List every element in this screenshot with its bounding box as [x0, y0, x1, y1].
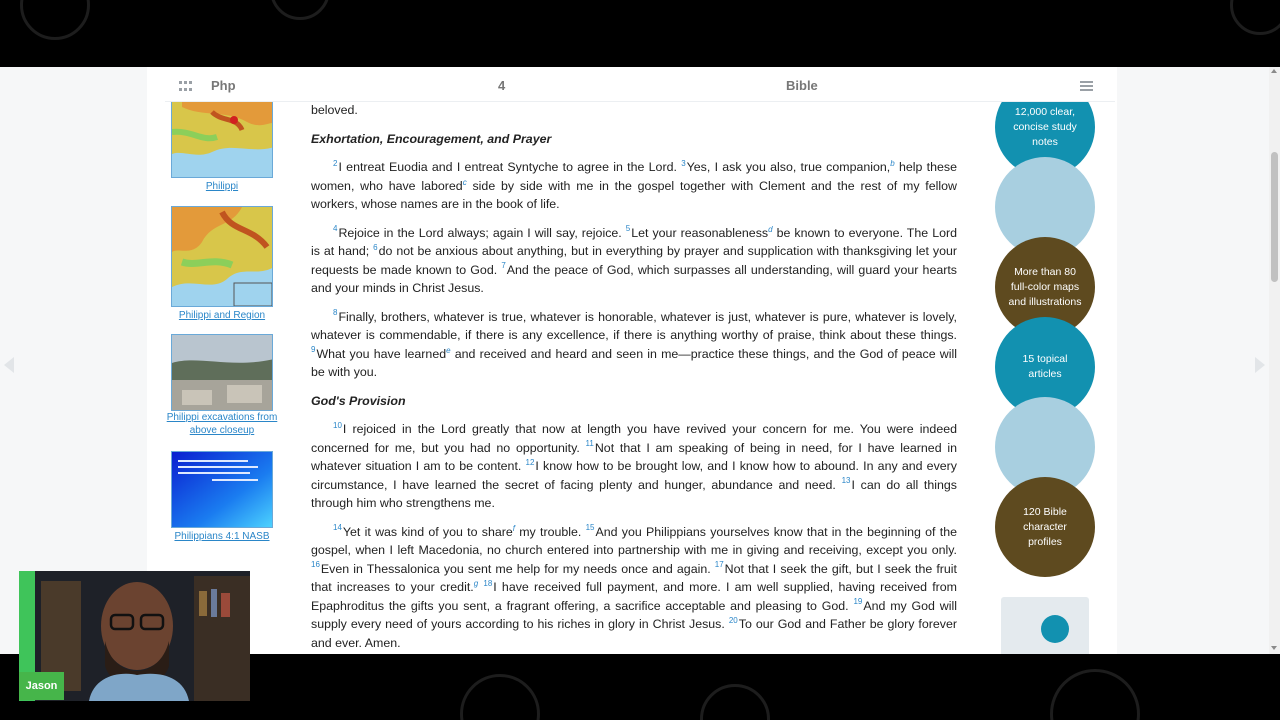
- sidebar-caption[interactable]: Philippians 4:1 NASB: [174, 531, 270, 542]
- footnote-marker[interactable]: f: [512, 523, 515, 533]
- map-region-thumbnail[interactable]: [171, 206, 273, 307]
- chapter-selector[interactable]: 4: [498, 78, 506, 93]
- paragraph: $^4$Rejoice in the Lord always; again I will say, rejoice. $^5$Let your reasonableness$^d$ be known to everyone. The Lord is at hand; $^6$do not be anxious about anything, but in everything by prayer and supplication with thanksgiving let your requests be made known to God. $^7$And the peace of God, which surpasses all understanding, will guard your hearts and your minds in Christ Jesus.: [311, 224, 957, 295]
- map-philippi-thumbnail[interactable]: [171, 101, 273, 178]
- excavation-thumbnail[interactable]: [171, 334, 273, 411]
- map-region-image: [172, 207, 273, 307]
- verse-number[interactable]: 3: [681, 158, 686, 168]
- book-logo-icon: [1041, 615, 1069, 643]
- verse-number[interactable]: 15: [585, 523, 595, 533]
- promo-circle-profiles[interactable]: 120 Bible character profiles: [995, 477, 1095, 577]
- books-grid-icon[interactable]: [179, 81, 193, 92]
- background-swirl: [460, 674, 540, 720]
- sidebar-caption[interactable]: Philippi: [205, 181, 239, 192]
- top-black-bar: [0, 0, 1280, 67]
- verse-number[interactable]: 11: [585, 439, 594, 449]
- footnote-marker[interactable]: b: [890, 158, 895, 168]
- mode-selector[interactable]: Bible: [786, 78, 818, 93]
- promo-circle-articles[interactable]: 15 topical articles: [995, 317, 1095, 417]
- passage-text: [311, 101, 957, 654]
- verse-number[interactable]: 8: [333, 308, 338, 318]
- sidebar-caption[interactable]: Philippi excavations from above closeup: [166, 412, 278, 436]
- scrollbar-thumb[interactable]: [1271, 152, 1278, 282]
- footnote-marker[interactable]: e: [446, 345, 451, 355]
- promo-circle-study-notes[interactable]: 12,000 clear, concise study notes: [995, 77, 1095, 177]
- book-selector[interactable]: Php: [211, 78, 236, 93]
- sidebar-caption[interactable]: Philippi and Region: [178, 310, 266, 321]
- section-heading: Exhortation, Encouragement, and Prayer: [311, 131, 552, 146]
- background-swirl: [1050, 669, 1140, 720]
- background-swirl: [1230, 0, 1280, 35]
- verse-number[interactable]: 20: [728, 615, 738, 625]
- paragraph: $^{14}$Yet it was kind of you to share$^f$ my trouble. $^{15}$And you Philippians yourselves know that in the beginning of the gospel, when I left Macedonia, no church entered into partnership with me in giving and receiving, except you only. $^{16}$Even in Thessalonica you sent me help for my needs once and again. $^{17}$Not that I seek the gift, but I seek the fruit that increases to your credit.$^g$ $^{18}$I have received full payment, and more. I am well supplied, having received from Epaphroditus the gifts you sent, a fragrant offering, a sacrifice acceptable and pleasing to God. $^{19}$And my God will supply every need of yours according to his riches in glory in Christ Jesus. $^{20}$To our God and Father be glory forever and ever. Amen.: [311, 523, 958, 650]
- bible-app-page: [0, 67, 1280, 654]
- verse-number[interactable]: 9: [311, 345, 316, 355]
- verse-card-image: [172, 452, 273, 528]
- previous-chapter-icon[interactable]: [4, 357, 14, 373]
- background-swirl: [20, 0, 90, 40]
- verse-number[interactable]: 2: [333, 158, 338, 168]
- scroll-up-icon[interactable]: [1271, 69, 1277, 73]
- excavation-photo: [172, 335, 273, 411]
- verse-card-thumbnail[interactable]: [171, 451, 273, 528]
- paragraph: $^2$I entreat Euodia and I entreat Syntyche to agree in the Lord. $^3$Yes, I ask you also, true companion,$^b$ help these women, who have labored$^c$ side by side with me in the gospel together with Clement and the rest of my fellow workers, whose names are in the book of life.: [311, 158, 957, 211]
- verse-number[interactable]: 19: [853, 597, 863, 607]
- paragraph: $^8$Finally, brothers, whatever is true, whatever is honorable, whatever is just, whatever is pure, whatever is lovely, whatever is commendable, if there is any excellence, if there is anything worthy of praise, think about these things. $^9$What you have learned$^e$ and received and heard and seen in me—practice these things, and the God of peace will be with you.: [311, 308, 957, 379]
- presenter-name-tag: Jason: [19, 672, 64, 700]
- footnote-marker[interactable]: d: [768, 224, 773, 234]
- study-bible-book-image[interactable]: [1001, 597, 1089, 654]
- footnote-marker[interactable]: g: [473, 578, 479, 588]
- verse-number[interactable]: 6: [373, 242, 378, 252]
- verse-number[interactable]: 17: [714, 560, 724, 570]
- section-heading: God's Provision: [311, 393, 406, 408]
- verse-number[interactable]: 5: [625, 224, 631, 234]
- verse-number[interactable]: 10: [333, 420, 342, 430]
- verse-number[interactable]: 7: [501, 261, 506, 271]
- verse-number[interactable]: 13: [841, 476, 851, 486]
- promo-circle-maps[interactable]: More than 80 full-color maps and illustrations: [995, 237, 1095, 337]
- verse-number[interactable]: 12: [525, 457, 535, 467]
- reader-header: [165, 70, 1115, 102]
- footnote-marker[interactable]: c: [462, 177, 467, 187]
- hamburger-menu-icon[interactable]: [1080, 81, 1093, 91]
- verse-number[interactable]: 14: [333, 523, 342, 533]
- map-philippi-image: [172, 102, 273, 178]
- page-scrollbar[interactable]: [1269, 67, 1280, 654]
- scroll-down-icon[interactable]: [1271, 646, 1277, 650]
- next-chapter-icon[interactable]: [1255, 357, 1265, 373]
- verse-number[interactable]: 4: [333, 224, 338, 234]
- background-swirl: [270, 0, 330, 20]
- intro-line: beloved.: [311, 103, 358, 117]
- paragraph: $^{10}$I rejoiced in the Lord greatly that now at length you have revived your concern for me. You were indeed concerned for me, but you had no opportunity. $^{11}$Not that I am speaking of being in need, for I have learned in whatever situation I am to be content. $^{12}$I know how to be brought low, and I know how to abound. In any and every circumstance, I have learned the secret of facing plenty and hunger, abundance and need. $^{13}$I can do all things through him who strengthens me.: [311, 420, 957, 510]
- verse-number[interactable]: 16: [311, 560, 320, 570]
- verse-number[interactable]: 18: [483, 578, 493, 588]
- background-swirl: [700, 684, 770, 720]
